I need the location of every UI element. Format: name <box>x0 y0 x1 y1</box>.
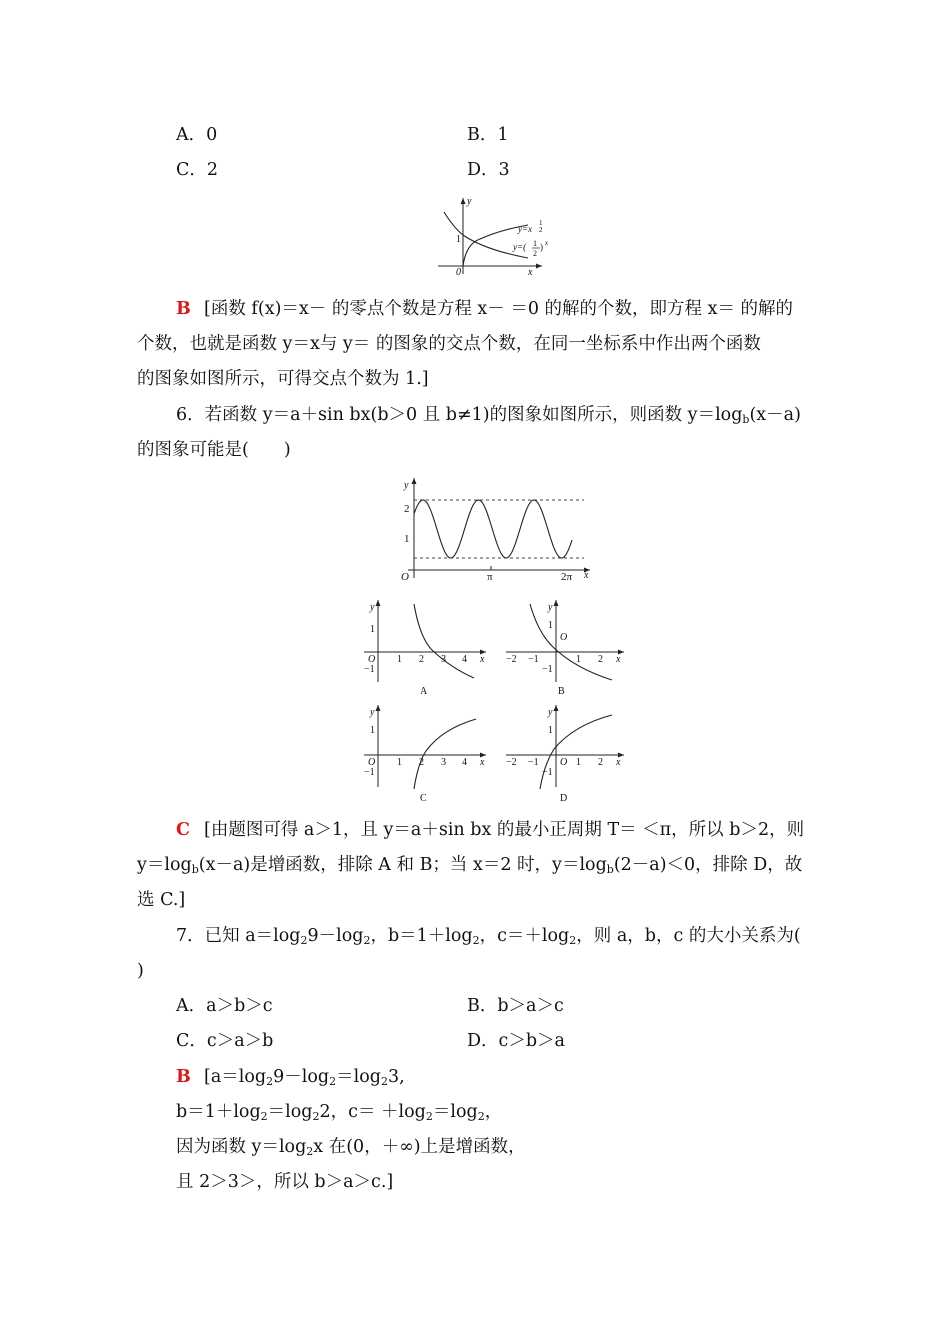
q7-ans-l1s2: 2 <box>329 1075 337 1088</box>
q7-ans-l1b: 9－log <box>273 1067 330 1087</box>
q6-d-caption: D <box>560 793 568 804</box>
q5-curve2-den: 2 <box>533 249 537 258</box>
q6-d-y-label: y <box>548 707 553 718</box>
q5-curve2-label-post: ) <box>540 242 543 252</box>
q5-curve1-exp: 1 <box>539 219 543 227</box>
q6-sine-origin: O <box>401 571 409 583</box>
q6-choice-b-graph <box>500 598 640 698</box>
q7-ans-l2s1: 2 <box>260 1110 268 1123</box>
q6-sine-curve <box>414 500 572 558</box>
q6-answer-l2-sub2: b <box>606 863 614 876</box>
q6-sine-tick-2pi: 2π <box>561 571 573 583</box>
q7-ans-l2d: ＝log <box>432 1102 478 1122</box>
q6-c-tick-3: 3 <box>441 757 446 768</box>
q6-d-tick-m1: −1 <box>528 757 539 768</box>
q6-c-y-label: y <box>370 707 375 718</box>
q6-a-y-neg: −1 <box>364 664 375 675</box>
q6-a-caption: A <box>420 686 428 697</box>
q5-answer-text1: [函数 f(x)＝x－ 的零点个数是方程 x－ ＝0 的解的个数，即方程 x＝ 的解的 <box>204 299 794 319</box>
q6-c-y-pos: 1 <box>370 725 375 736</box>
q6-c-y-neg: −1 <box>364 767 375 778</box>
q6-sine-tick-1: 1 <box>404 533 410 545</box>
q7-ans-l3a: 因为函数 y＝log <box>176 1137 307 1157</box>
q6-d-x-label: x <box>616 757 621 768</box>
q6-c-tick-1: 1 <box>397 757 402 768</box>
q6-b-tick-2: 2 <box>598 654 603 665</box>
q6-a-tick-4: 4 <box>462 654 467 665</box>
q6-b-tick-1: 1 <box>576 654 581 665</box>
q7-stem-b: 9－log <box>307 926 364 946</box>
q6-b-y-neg: −1 <box>542 664 553 675</box>
q6-c-origin: O <box>368 757 376 768</box>
q7-ans-l2s3: 2 <box>425 1110 433 1123</box>
q7-ans-l2b: ＝log <box>267 1102 313 1122</box>
q5-tick-one: 1 <box>456 234 461 245</box>
q7-stem-s2: 2 <box>363 934 371 947</box>
q7-stem-close: ) <box>137 961 144 981</box>
q5-answer-letter: B <box>176 299 191 319</box>
q6-stem-text2: 的图象可能是( ) <box>137 440 291 460</box>
q5-x-axis-label: x <box>528 267 533 278</box>
q5-option-d: D．3 <box>467 160 510 180</box>
q7-ans-l1s3: 2 <box>380 1075 388 1088</box>
q7-ans-l2e: ， <box>484 1102 503 1122</box>
q6-a-origin: O <box>368 654 376 665</box>
q6-b-x-label: x <box>616 654 621 665</box>
q6-c-tick-2: 2 <box>419 757 424 768</box>
q6-b-tick-m2: −2 <box>506 654 517 665</box>
q5-option-a: A．0 <box>176 125 218 145</box>
q5-curve2-exp: x <box>545 239 549 247</box>
q6-sine-x-label: x <box>584 570 589 581</box>
q5-curve2-num: 1 <box>533 239 537 248</box>
q7-ans-l2a: b＝1＋log <box>176 1102 261 1122</box>
q6-d-tick-1: 1 <box>576 757 581 768</box>
q6-a-x-label: x <box>480 654 485 665</box>
q6-c-curve <box>414 719 476 789</box>
q7-ans-l4: 且 2＞3＞，所以 b＞a＞c.] <box>176 1172 394 1192</box>
q6-sine-y-label: y <box>404 480 409 491</box>
q6-b-origin: O <box>560 632 568 643</box>
q7-stem-s1: 2 <box>300 934 308 947</box>
q6-d-y-pos: 1 <box>548 725 553 736</box>
q6-stem-sub: b <box>742 413 750 426</box>
q7-option-b: B．b＞a＞c <box>467 996 564 1016</box>
q5-curve1-label: y=x <box>518 224 533 234</box>
q6-c-tick-4: 4 <box>462 757 467 768</box>
q6-choice-a-graph <box>356 598 496 698</box>
q5-answer-text3: 的图象如图所示，可得交点个数为 1.] <box>137 369 429 389</box>
q6-a-y-label: y <box>370 602 375 613</box>
q6-a-curve <box>414 604 474 678</box>
q6-answer-l2-sub1: b <box>191 863 199 876</box>
q6-b-caption: B <box>558 686 565 697</box>
q7-stem-d: ，c＝＋log <box>479 926 570 946</box>
q7-stem-s3: 2 <box>472 934 480 947</box>
q6-answer-text3: 选 C.] <box>137 890 186 910</box>
q6-answer-l2-pre: y＝log <box>137 855 192 875</box>
q6-answer-text1: [由题图可得 a＞1，且 y＝a＋sin bx 的最小正周期 T＝ ＜π，所以 b＞2，则 <box>204 820 805 840</box>
q6-choice-d-graph <box>500 703 640 805</box>
q6-b-y-pos: 1 <box>548 620 553 631</box>
q7-ans-l1d: 3, <box>387 1067 405 1087</box>
q5-option-b: B．1 <box>467 125 509 145</box>
q7-ans-l3b: x 在(0，＋∞)上是增函数， <box>313 1137 526 1157</box>
q7-stem-a: 7．已知 a＝log <box>176 926 301 946</box>
q6-d-tick-m2: −2 <box>506 757 517 768</box>
q5-y-axis-label: y <box>467 196 472 207</box>
q6-sine-graph <box>396 474 596 586</box>
q6-stem-text: 6．若函数 y＝a＋sin bx(b＞0 且 b≠1)的图象如图所示，则函数 y＝log <box>176 405 743 425</box>
q6-a-y-pos: 1 <box>370 624 375 635</box>
q7-option-c: C．c＞a＞b <box>176 1031 274 1051</box>
q5-curve1-exp-den: 2 <box>539 226 543 234</box>
q7-stem-e: ，则 a，b，c 的大小关系为( <box>576 926 801 946</box>
q6-answer-l2-tail: (2－a)＜0，排除 D，故 <box>613 855 803 875</box>
q6-answer-letter: C <box>176 820 190 840</box>
q6-stem-tail: (x－a) <box>749 405 801 425</box>
q7-option-a: A．a＞b＞c <box>176 996 273 1016</box>
q5-curve2-label-pre: y=( <box>513 242 527 252</box>
q6-answer-l2-mid: (x－a)是增函数，排除 A 和 B；当 x＝2 时，y＝log <box>198 855 607 875</box>
q6-c-caption: C <box>420 793 427 804</box>
q6-choice-c-graph <box>356 703 496 805</box>
q6-a-tick-1: 1 <box>397 654 402 665</box>
q6-a-tick-3: 3 <box>441 654 446 665</box>
q6-d-origin: O <box>560 757 568 768</box>
q7-ans-l1c: ＝log <box>336 1067 381 1087</box>
q7-option-d: D．c＞b＞a <box>467 1031 565 1051</box>
q7-ans-l2s2: 2 <box>312 1110 320 1123</box>
q6-sine-tick-pi: π <box>487 571 493 583</box>
q6-b-y-label: y <box>548 602 553 613</box>
q7-ans-l1s1: 2 <box>266 1075 274 1088</box>
q7-ans-l3s1: 2 <box>306 1145 314 1158</box>
q5-answer-text2: 个数，也就是函数 y＝x与 y＝ 的图象的交点个数，在同一坐标系中作出两个函数 <box>137 334 761 354</box>
q7-ans-l1a: [a＝log <box>204 1067 267 1087</box>
q6-a-tick-2: 2 <box>419 654 424 665</box>
q6-d-tick-2: 2 <box>598 757 603 768</box>
q6-sine-tick-2: 2 <box>404 503 410 515</box>
q7-answer-letter: B <box>176 1067 191 1087</box>
q6-c-x-label: x <box>480 757 485 768</box>
q6-d-y-neg: −1 <box>542 767 553 778</box>
q5-origin-label: 0 <box>456 267 461 278</box>
q6-b-tick-m1: −1 <box>528 654 539 665</box>
q7-stem-c: ，b＝1＋log <box>370 926 473 946</box>
q5-option-c: C．2 <box>176 160 219 180</box>
q7-stem-s4: 2 <box>569 934 577 947</box>
q7-ans-l2s4: 2 <box>477 1110 485 1123</box>
q5-intersection-graph <box>430 192 560 282</box>
q7-ans-l2c: 2，c＝ ＋log <box>319 1102 426 1122</box>
